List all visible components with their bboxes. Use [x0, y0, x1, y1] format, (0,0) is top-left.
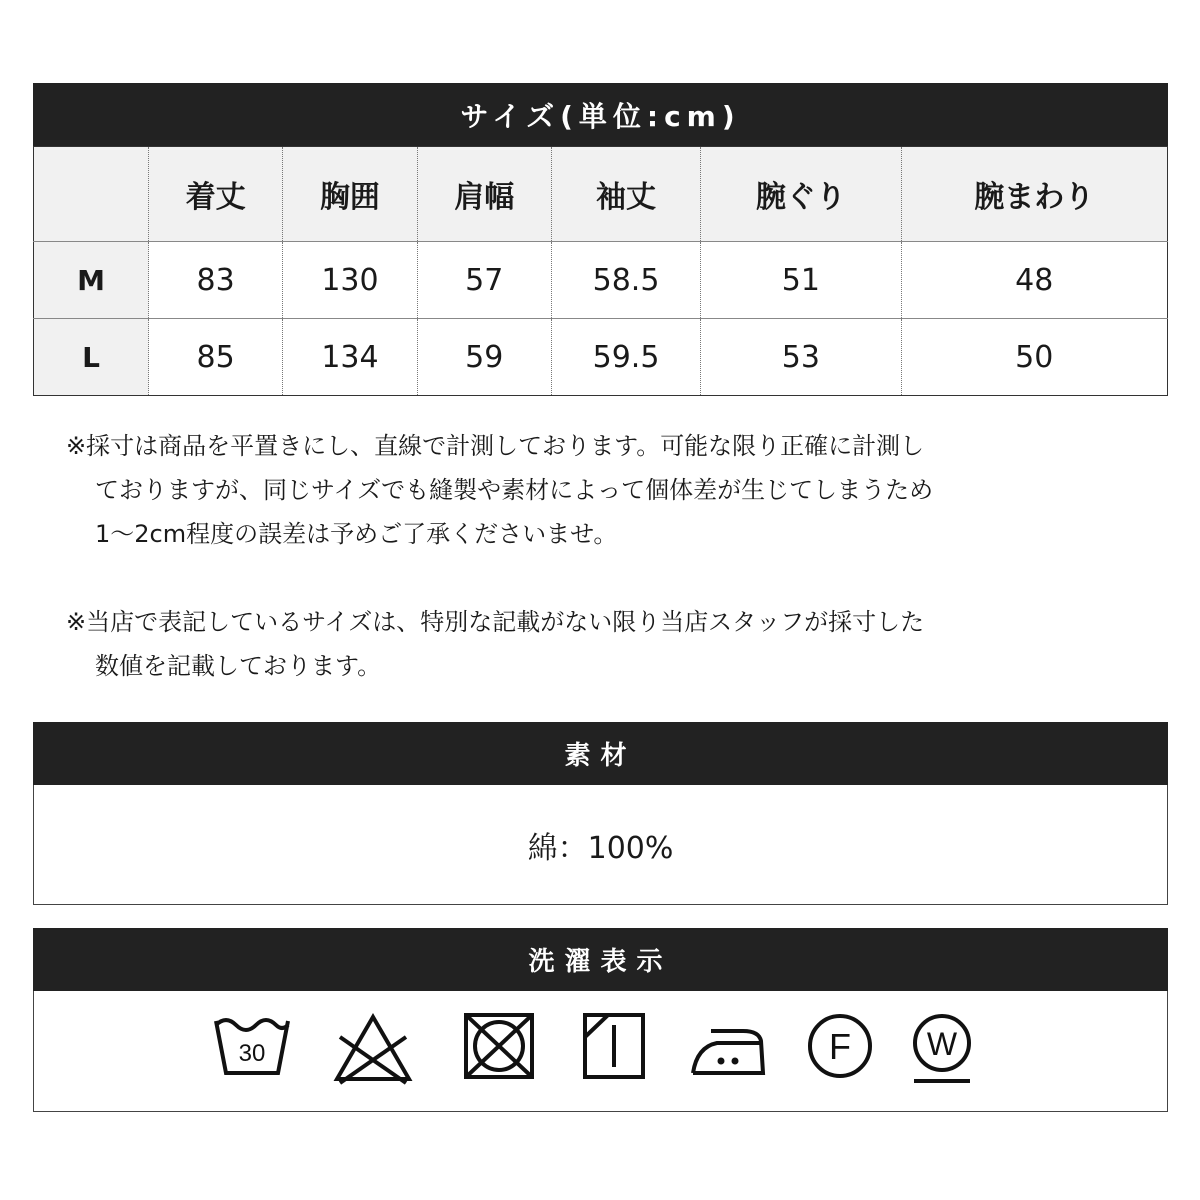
iron-medium-icon	[687, 1011, 769, 1081]
table-row	[34, 319, 1168, 396]
table-cell: 57	[417, 242, 551, 319]
measurement-note	[66, 424, 933, 556]
table-cell: 85	[149, 319, 283, 396]
material-value: 綿：100%	[527, 830, 674, 866]
table-cell: 48	[901, 242, 1167, 319]
size-table-corner	[34, 147, 149, 242]
size-table	[33, 146, 1168, 396]
wash-icons-box	[33, 991, 1168, 1112]
table-row	[34, 242, 1168, 319]
column-header: 袖丈	[551, 147, 700, 242]
size-note	[66, 600, 924, 688]
line-dry-shade-icon	[582, 1011, 646, 1081]
note-line: ※当店で表記しているサイズは、特別な記載がない限り当店スタッフが採寸した	[66, 608, 925, 636]
row-label-l: L	[34, 319, 149, 396]
material-box	[33, 785, 1168, 905]
wetclean-w-icon	[910, 1011, 974, 1087]
note-line: 数値を記載しております。	[95, 652, 382, 680]
no-tumble-dry-icon	[462, 1011, 536, 1081]
note-line: ておりますが、同じサイズでも縫製や素材によって個体差が生じてしまうため	[95, 476, 934, 504]
column-header: 着丈	[149, 147, 283, 242]
table-cell: 130	[283, 242, 417, 319]
table-cell: 83	[149, 242, 283, 319]
wash-30-icon	[212, 1011, 292, 1083]
no-bleach-icon	[332, 1011, 414, 1085]
row-label-m: M	[34, 242, 149, 319]
wash-section-title: 洗濯表示	[33, 928, 1168, 991]
table-cell: 58.5	[551, 242, 700, 319]
column-header: 腕ぐり	[701, 147, 901, 242]
wash-temp-label: 30	[238, 1040, 266, 1067]
dryclean-f-icon	[805, 1011, 875, 1081]
column-header: 肩幅	[417, 147, 551, 242]
wetclean-label: W	[926, 1026, 958, 1062]
table-cell: 59.5	[551, 319, 700, 396]
table-cell: 50	[901, 319, 1167, 396]
table-cell: 51	[701, 242, 901, 319]
table-cell: 59	[417, 319, 551, 396]
note-line: ※採寸は商品を平置きにし、直線で計測しております。可能な限り正確に計測し	[66, 432, 925, 460]
material-section-title: 素材	[33, 722, 1168, 785]
column-header: 胸囲	[283, 147, 417, 242]
table-cell: 53	[701, 319, 901, 396]
dryclean-label: F	[829, 1026, 851, 1067]
table-cell: 134	[283, 319, 417, 396]
size-table-header-row	[34, 147, 1168, 242]
column-header: 腕まわり	[901, 147, 1167, 242]
note-line: 1〜2cm程度の誤差は予めご了承くださいませ。	[95, 520, 618, 548]
size-section-title: サイズ(単位:cm)	[33, 83, 1168, 147]
